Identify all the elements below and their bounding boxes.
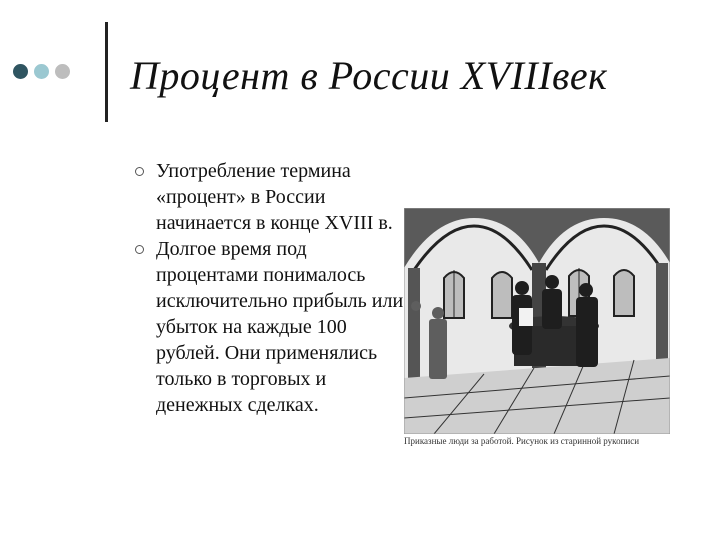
title-decoration-dots (13, 64, 70, 79)
decoration-dot-teal (34, 64, 49, 79)
decoration-dot-gray (55, 64, 70, 79)
bullet-item (135, 236, 405, 418)
bullet-list (135, 158, 405, 418)
illustration-caption: Приказные люди за работой. Рисунок из старинной рукописи (404, 436, 640, 446)
historical-illustration (404, 208, 670, 448)
decoration-dot-dark (13, 64, 28, 79)
bullet-item (135, 158, 405, 236)
bullet-marker-icon (135, 167, 144, 176)
bullet-text: Долгое время под процентами понималось исключительно прибыль или убыток на каждые 100 рублей. Они применялись только в торговых и денежных сделках. (156, 238, 404, 416)
clerks-at-work-drawing (404, 208, 670, 434)
bullet-text: Употребление термина «процент» в России начинается в конце XVIII в. (156, 160, 393, 234)
bullet-marker-icon (135, 245, 144, 254)
slide-title: Процент в России XVIIIвек (130, 53, 608, 98)
title-divider (105, 22, 108, 122)
